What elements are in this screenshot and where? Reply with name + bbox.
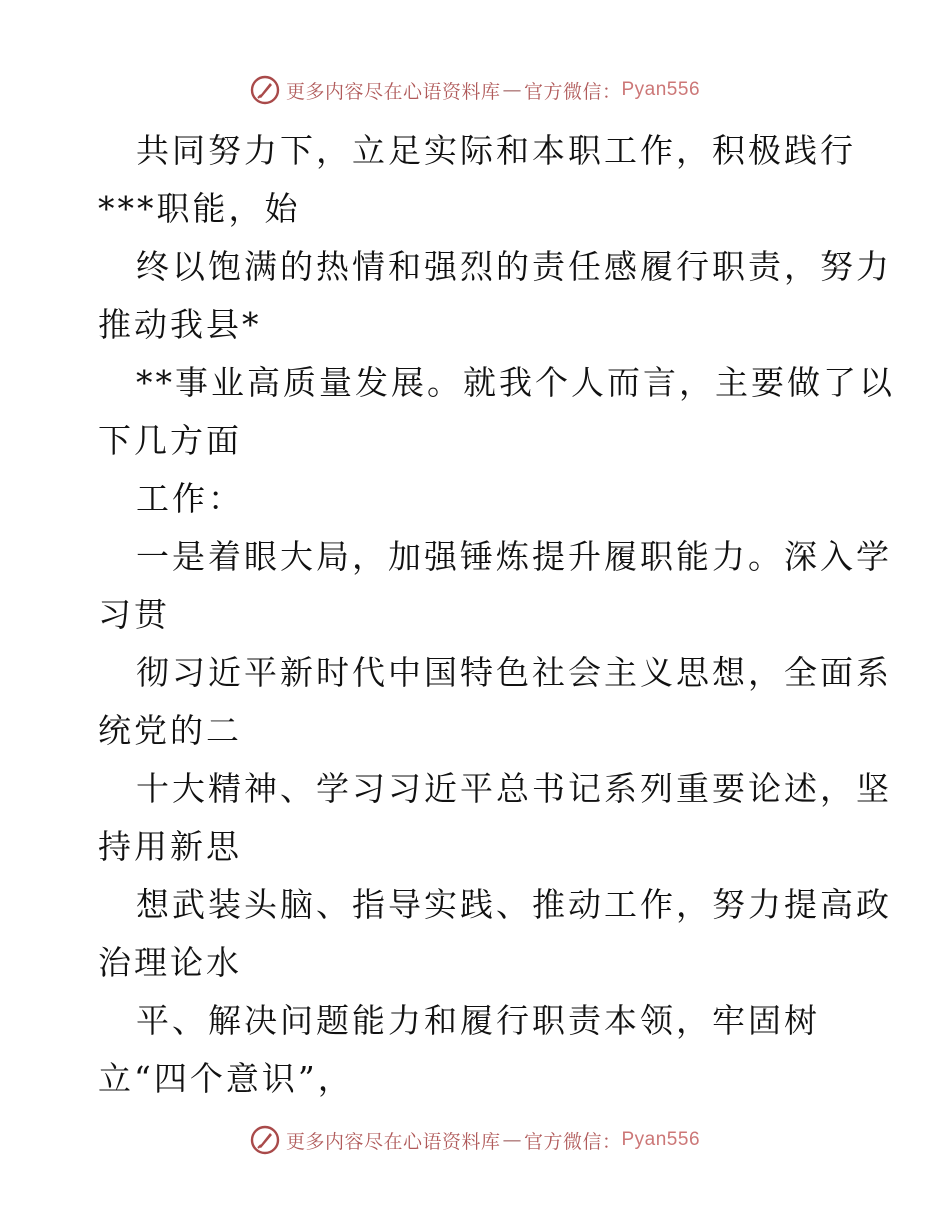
text-line: 下几方面 [98,421,242,460]
banner-wechat-id: Pyan556 [621,1129,701,1150]
text-line: 十大精神、学习习近平总书记系列重要论述，坚 [136,769,892,808]
text-line: 想武装头脑、指导实践、推动工作，努力提高政 [136,885,892,924]
text-line: 推动我县* [98,305,262,344]
banner-separator: — [502,79,522,101]
text-line: 统党的二 [98,711,242,750]
footer-banner [0,1120,950,1160]
quill-logo-icon [250,75,280,105]
banner-wechat-id: Pyan556 [621,79,701,100]
text-line: 治理论水 [98,943,242,982]
text-line: 终以饱满的热情和强烈的责任感履行职责，努力 [136,247,892,286]
header-banner [0,70,950,110]
text-line: 一是着眼大局，加强锤炼提升履职能力。深入学 [136,537,892,576]
banner-wechat-label: 官方微信： [523,1130,622,1153]
text-line: 平、解决问题能力和履行职责本领，牢固树 [136,1001,820,1040]
text-line: 立“四个意识”， [98,1059,354,1098]
quill-logo-icon [250,1125,280,1155]
banner-wechat-label: 官方微信： [523,80,622,103]
banner-separator: — [502,1129,522,1151]
text-line: ***职能，始 [98,189,301,228]
text-line: 工作： [136,479,244,518]
banner-text: 更多内容尽在心语资料库 [285,1130,501,1153]
banner-text: 更多内容尽在心语资料库 [285,80,501,103]
text-line: 彻习近平新时代中国特色社会主义思想，全面系 [136,653,892,692]
document-body [98,122,895,1108]
text-line: 持用新思 [98,827,242,866]
text-line: 习贯 [98,595,170,634]
text-line: 共同努力下，立足实际和本职工作，积极践行 [136,131,856,170]
text-line: **事业高质量发展。就我个人而言，主要做了以 [136,363,895,402]
